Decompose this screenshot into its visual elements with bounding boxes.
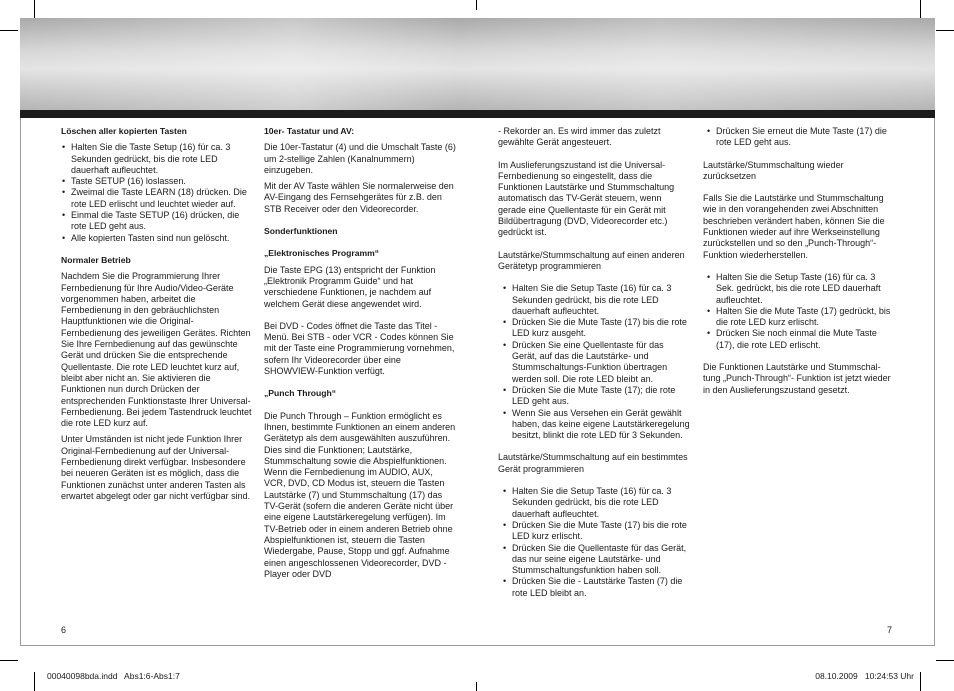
delete-steps-list (61, 142, 253, 244)
page-number-right: 7 (887, 625, 893, 635)
page-number-left: 6 (61, 625, 67, 635)
crop-mark (936, 30, 954, 31)
list-item: • Drücken Sie die Mute Taste (17) bis die rote LED kurz erlischt. (502, 520, 690, 543)
crop-mark (920, 0, 921, 18)
paragraph: - Rekorder an. Es wird immer das zuletzt gewählte Gerät angesteuert. (498, 126, 661, 148)
heading-normal-operation: Normaler Betrieb (61, 254, 131, 265)
crop-mark (936, 660, 954, 661)
heading-delete-keys: Löschen aller kopierten Tasten (61, 126, 187, 136)
crop-mark (34, 672, 35, 691)
list-item: • Zweimal die Taste LEARN (18) drücken. Die rote LED erlischt und leuchtet wieder auf. (61, 187, 253, 210)
crop-mark (476, 682, 477, 691)
list-item: • Halten Sie die Setup Taste (16) für ca. 3 Sek. gedrückt, bis die rote LED dauerhaft aufleuchtet. (706, 272, 895, 306)
paragraph: Unter Umständen ist nicht jede Funktion Ihrer Original-Fernbedienung auf der Universal-Fernbedienung direkt verfügbar. Insbesondere bei neueren Geräten ist es möglich, dass die Funktionen zunächst unter anderen Tasten als erwartet abgelegt oder gar nicht verfügbar sind. (61, 434, 251, 501)
list-item: • Drücken Sie erneut die Mute Taste (17) die rote LED geht aus. (706, 126, 895, 149)
list-item: • Alle kopierten Tasten sind nun gelöscht. (61, 233, 253, 244)
list-item: • Drücken Sie die Mute Taste (17); die rote LED geht aus. (502, 385, 690, 408)
program-volume-list (498, 283, 690, 441)
list-item: • Drücken Sie noch einmal die Mute Taste (17), die rote LED erlischt. (706, 328, 895, 351)
list-item: • Einmal die Taste SETUP (16) drücken, die rote LED geht aus. (61, 210, 253, 233)
header-bar (20, 110, 935, 118)
paragraph: Die 10er-Tastatur (4) und die Umschalt Taste (6) um 2-stellige Zahlen (Kanalnummern) einzugeben. (264, 142, 456, 175)
program-device-list (498, 486, 690, 599)
paragraph: Die Funktionen Lautstärke und Stummschal-tung „Punch-Through“- Funktion ist jetzt wieder in den Auslieferungszustand gesetzt. (703, 362, 891, 395)
heading-punch-through: „Punch Through“ (264, 388, 337, 399)
heading-epg: „Elektronisches Programm“ (264, 248, 380, 259)
page-border-bottom (20, 645, 935, 646)
paragraph: Falls Sie die Lautstärke und Stummschaltung wie in den vorangehenden zwei Abschnitten beschrieben verändert haben, können Sie die Funktionen wieder auf ihre Werkseinstellung zurückstellen und so den „Punch-Through“-Funktion wiederherstellen. (703, 193, 885, 260)
list-item: • Drücken Sie eine Quellentaste für das Gerät, auf das die Lautstärke- und Stummschaltungs-Funktion übertragen werden soll. Die rote LED bleibt an. (502, 340, 690, 385)
page-border-right (934, 118, 935, 645)
reset-steps-list (703, 272, 895, 351)
footer-timestamp: 08.10.2009 10:24:53 Uhr (815, 671, 914, 681)
column-3 (498, 126, 690, 599)
crop-mark (34, 0, 35, 18)
list-item: • Halten Sie die Mute Taste (17) gedrückt, bis die rote LED kurz erlischt. (706, 306, 895, 329)
list-item: • Halten Sie die Setup Taste (16) für ca. 3 Sekunden gedrückt, bis die rote LED dauerhaft aufleuchtet. (502, 283, 690, 317)
paragraph: Lautstärke/Stummschaltung auf ein bestimmtes Gerät programmieren (498, 452, 688, 474)
list-item: • Drücken Sie die Mute Taste (17) bis die rote LED kurz ausgeht. (502, 317, 690, 340)
list-item: • Halten Sie die Setup Taste (16) für ca. 3 Sekunden gedrückt, bis die rote LED dauerhaft aufleuchtet. (502, 486, 690, 520)
crop-mark (920, 672, 921, 691)
footer-file-info: 00040098bda.indd Abs1:6-Abs1:7 (47, 671, 180, 681)
list-item: • Drücken Sie die Quellentaste für das Gerät, das nur seine eigene Lautstärke- und Stummschaltungsfunktion haben soll. (502, 543, 690, 577)
heading-special-functions: Sonderfunktionen (264, 226, 338, 237)
paragraph: Die Punch Through – Funktion ermöglicht es Ihnen, bestimmte Funktionen an einem anderen Gerätetyp als dem ausgewählten auszuführen. Dies sind die Funktionen; Lautstärke, Stummschaltung sowie die Abspielfunktionen. Wenn die Fernbedienung im AUDIO, AUX, VCR, DVD, CD Modus ist, steuern die Tasten Lautstärke (7) und Stummschaltung (17) das TV-Gerät (sofern die anderen Geräte nicht über eine eigene Lautstärkeregelung verfügen). Im TV-Betrieb oder in einem anderen Betrieb ohne Abspielfunktionen ist, steuern die Tasten Wiedergabe, Pause, Stopp und ggf. Aufnahme einen angeschlossenen Videorecorder, DVD - Player oder DVD (264, 410, 456, 579)
paragraph: Lautstärke/Stummschaltung auf einen anderen Gerätetyp programmieren (498, 249, 685, 271)
list-item: • Drücken Sie die - Lautstärke Tasten (7) die rote LED bleibt an. (502, 576, 690, 599)
header-banner (20, 18, 935, 110)
crop-mark (0, 30, 18, 31)
list-item: • Taste SETUP (16) loslassen. (61, 176, 253, 187)
list-item: • Wenn Sie aus Versehen ein Gerät gewählt haben, das keine eigene Lautstärkeregelung besitzt, blinkt die rote LED für 3 Sekunden. (502, 408, 690, 442)
paragraph: Lautstärke/Stummschaltung wieder zurücksetzen (703, 159, 844, 181)
paragraph: Bei DVD - Codes öffnet die Taste das Titel - Menü. Bei STB - oder VCR - Codes können Sie mit der Taste eine Programmierung vornehmen, sofern Ihr Videorecorder über eine SHOWVIEW-Funktion verfügt. (264, 320, 455, 377)
paragraph: Im Auslieferungszustand ist die Universal-Fernbedienung so eingestellt, dass die Funktionen Lautstärke und Stummschaltung automatisch das TV-Gerät steuern, wenn gerade eine Quellentaste für ein Gerät mit Bildübertragung (DVD, Videorecorder etc.) gedrückt ist. (498, 159, 675, 238)
column-2 (264, 126, 456, 580)
crop-mark (0, 660, 18, 661)
crop-mark (476, 0, 477, 10)
page-border-left (20, 118, 21, 645)
list-item: • Halten Sie die Taste Setup (16) für ca. 3 Sekunden gedrückt, bis die rote LED dauerhaft aufleuchtet. (61, 142, 253, 176)
mute-list (703, 126, 895, 149)
column-4 (703, 126, 895, 396)
paragraph: Nachdem Sie die Programmierung Ihrer Fernbedienung für Ihre Audio/Video-Geräte vorgenommen haben, arbeitet die Fernbedienung in den gebräuchlichsten Hauptfunktionen wie die Original-Fernbedienung des jeweiligen Gerätes. Richten Sie Ihre Fernbedienung auf das gewünschte Gerät und drücken Sie die entsprechende Quellentaste. Die rote LED leuchtet kurz auf, bleibt aber nicht an. Sie aktivieren die Funktionen nun durch Drücken der entsprechenden Funktionstaste Ihrer Universal-Fernbedienung. Bei jedem Tastendruck leuchtet die rote LED kurz auf. (61, 271, 252, 429)
heading-keypad-av: 10er- Tastatur und AV: (264, 126, 355, 136)
paragraph: Mit der AV Taste wählen Sie normalerweise den AV-Eingang des Fernsehgerätes für z.B. den STB Receiver oder den Videorecorder. (264, 181, 454, 214)
column-1 (61, 126, 253, 502)
paragraph: Die Taste EPG (13) entspricht der Funktion „Elektronik Programm Guide“ und hat verschiedene Funktionen, je nachdem auf welchem Gerät diese angewendet wird. (264, 264, 436, 309)
